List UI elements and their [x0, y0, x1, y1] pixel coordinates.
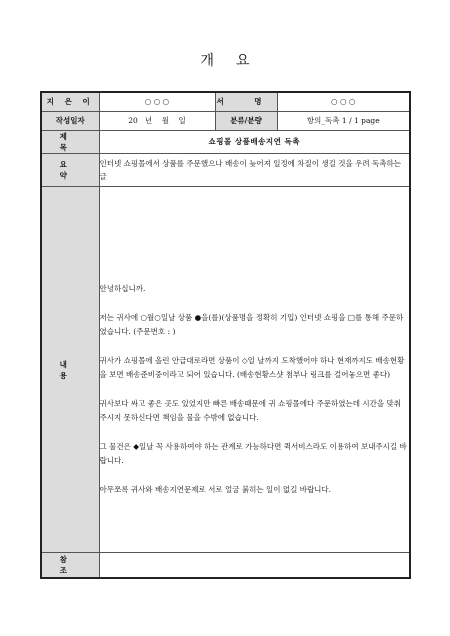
content-paragraph-4: 귀사보다 싸고 좋은 곳도 있었지만 빠른 배송때문에 귀 쇼핑몰에다 주문하였는데 시간을 맞춰 주시지 못하신다면 책임을 물을 수밖에 없습니다. [99, 398, 402, 423]
summary-value[interactable]: 인터넷 쇼핑몰에서 상품를 주문했으나 배송이 늦어져 일정에 차질이 생길 것을 우려 독촉하는 글 [99, 154, 410, 187]
content-paragraph-2: 저는 귀사에 ○월○일날 상품 ●을(를)(상품명을 정확히 기입) 인터넷 쇼핑을 □를 통해 주문하였습니다. (주문번호 : ) [99, 312, 404, 337]
page-title-right: 요 [236, 53, 250, 69]
category-label: 분류/분량 [215, 111, 277, 130]
date-label: 작성일자 [41, 111, 99, 130]
author-value[interactable]: ○ ○ ○ [99, 92, 215, 111]
subject-label: 제 목 [41, 130, 99, 153]
reference-label: 참 조 [41, 553, 99, 578]
summary-row [41, 154, 410, 187]
content-paragraph-1: 안녕하십니까. [99, 284, 146, 294]
content-paragraph-5: 그 물건은 ◆일날 꼭 사용하여야 하는 관계로 가능하다면 퀵서비스라도 이용하여 보내주시길 바랍니다. [99, 441, 407, 466]
content-paragraph-6: 아무쪼록 귀사와 배송지연문제로 서로 얼굴 붉히는 일이 없길 바랍니다. [99, 484, 332, 494]
reference-row [41, 553, 410, 578]
summary-label: 요 약 [41, 154, 99, 187]
signature-value[interactable]: ○ ○ ○ [277, 92, 410, 111]
date-row [41, 111, 410, 130]
overview-form [40, 91, 411, 579]
reference-value[interactable] [99, 553, 410, 578]
subject-value[interactable]: 쇼핑몰 상품배송지연 독촉 [99, 130, 410, 153]
author-row [41, 92, 410, 111]
category-value[interactable]: 항의_독촉 1 / 1 page [277, 111, 410, 130]
content-area[interactable] [99, 187, 410, 553]
content-row [41, 187, 410, 553]
content-paragraph-3: 귀사가 쇼핑몰에 올린 안급대로라면 상품이 ◇일 날까지 도착했어야 하나 현재까지도 배송현황을 보면 배송준비중이라고 되어 있습니다. (배송현황스샷 첨부나 링크를 걸어놓으면 좋다) [99, 355, 405, 380]
content-label: 내 용 [41, 187, 99, 553]
page-title [0, 50, 450, 70]
date-value[interactable]: 20 년 월 일 [99, 111, 215, 130]
subject-row [41, 130, 410, 153]
signature-label: 서 명 [215, 92, 277, 111]
page-title-left: 개 [200, 53, 214, 69]
author-label: 지 은 이 [41, 92, 99, 111]
